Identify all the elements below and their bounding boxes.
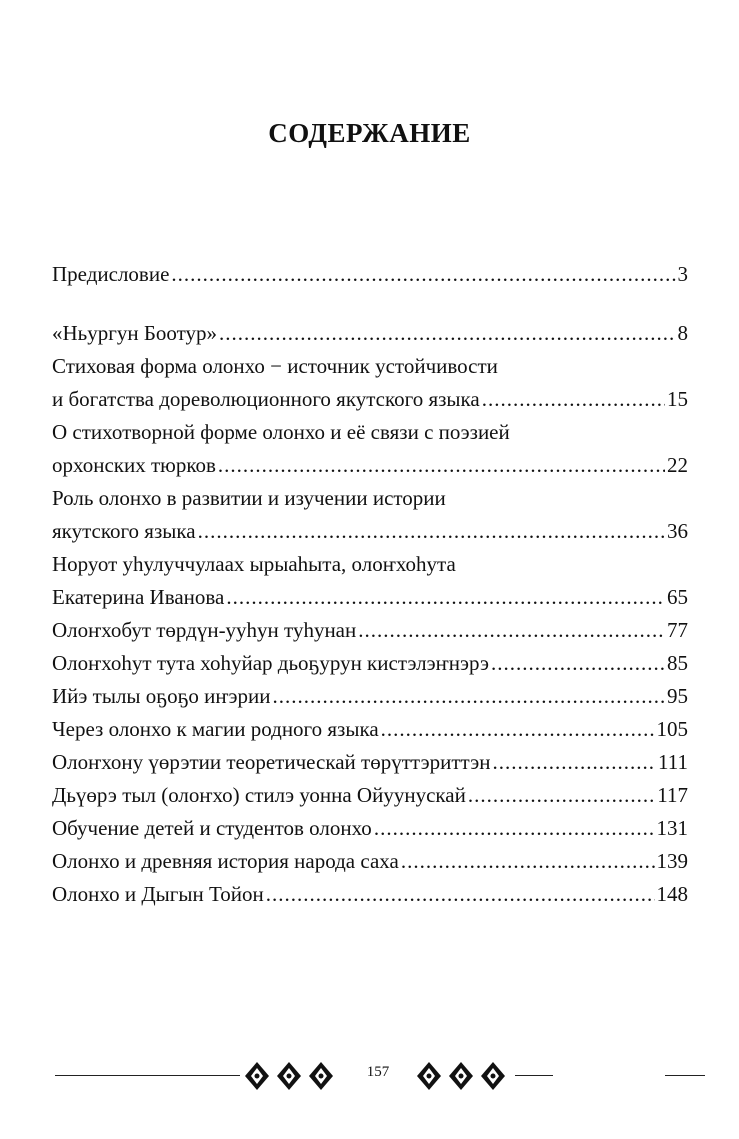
toc-entry-title: Екатерина Иванова	[52, 585, 225, 609]
toc-entry	[52, 845, 688, 878]
toc-page-number: 139	[656, 849, 688, 873]
dot-leader	[468, 779, 655, 812]
toc-entry-title: «Ньургун Боотур»	[52, 321, 218, 345]
toc-entry-row	[52, 845, 688, 878]
toc-entry-row	[52, 647, 688, 680]
toc-entry-row	[52, 581, 688, 614]
toc-entry-line: Стиховая форма олонхо − источник устойчивости	[52, 354, 498, 378]
dot-leader	[491, 647, 665, 680]
diamond-ornament-icon	[308, 1061, 334, 1091]
toc-page-number: 85	[667, 651, 688, 675]
dot-leader	[218, 449, 665, 482]
toc-entry	[52, 548, 688, 614]
toc-page-number: 117	[657, 783, 688, 807]
toc-entry-line: Норуот уhулуччулаах ырыаhыта, олоҥхоhута	[52, 552, 456, 576]
table-of-contents	[52, 258, 688, 911]
toc-entry-row	[52, 878, 688, 911]
toc-entry-row	[52, 812, 688, 845]
toc-page-number: 131	[656, 816, 688, 840]
toc-page-number: 22	[667, 453, 688, 477]
toc-entry-title: Дьүөрэ тыл (олоҥхо) стилэ уонна Ойуунускай	[52, 783, 466, 807]
page-number: 157	[366, 1064, 390, 1080]
toc-entry-title: Олоҥхоhут тута хоhуйар дьоҕурун кистэлэҥнэрэ	[52, 651, 490, 675]
toc-entry	[52, 680, 688, 713]
dot-leader	[482, 383, 665, 416]
toc-entry-title: Предисловие	[52, 262, 170, 286]
footer-rule-right	[665, 1075, 705, 1076]
diamond-ornament-icon	[276, 1061, 302, 1091]
toc-entry-row	[52, 383, 688, 416]
toc-entry-title: и богатства дореволюционного якутского языка	[52, 387, 480, 411]
toc-entry-title: Олоҥхону үөрэтии теоретическай төрүттэриттэн	[52, 750, 491, 774]
toc-entry	[52, 746, 688, 779]
toc-entry	[52, 713, 688, 746]
toc-entry-line: Роль олонхо в развитии и изучении истории	[52, 486, 446, 510]
toc-entry-title: Олонхо и древняя история народа саха	[52, 849, 399, 873]
dot-leader	[492, 746, 656, 779]
toc-entry	[52, 878, 688, 911]
toc-entry	[52, 647, 688, 680]
toc-entry-row	[52, 746, 688, 779]
toc-page-number: 77	[667, 618, 688, 642]
footer-rule-left	[55, 1075, 240, 1076]
toc-entry-row	[52, 680, 688, 713]
toc-entry	[52, 258, 688, 291]
toc-entry	[52, 350, 688, 416]
dot-leader	[273, 680, 666, 713]
diamond-ornament-icon	[480, 1061, 506, 1091]
toc-entry-row	[52, 713, 688, 746]
dot-leader	[198, 515, 665, 548]
toc-entry	[52, 317, 688, 350]
toc-entry-row	[52, 258, 688, 291]
dot-leader	[171, 258, 675, 291]
toc-entry-title: Обучение детей и студентов олонхо	[52, 816, 372, 840]
toc-entry-line: О стихотворной форме олонхо и её связи с поэзией	[52, 420, 510, 444]
toc-entry-title: орхонских тюрков	[52, 453, 216, 477]
toc-entry	[52, 779, 688, 812]
toc-page-number: 95	[667, 684, 688, 708]
diamond-ornament-icon	[448, 1061, 474, 1091]
toc-page-number: 3	[677, 262, 688, 286]
toc-entry	[52, 614, 688, 647]
toc-page-number: 65	[667, 585, 688, 609]
dot-leader	[381, 713, 655, 746]
toc-page-number: 105	[656, 717, 688, 741]
page-title: СОДЕРЖАНИЕ	[268, 118, 471, 148]
toc-entry-title: Олоҥхобут төрдүн-ууhун туhунан	[52, 618, 357, 642]
toc-page-number: 36	[667, 519, 688, 543]
toc-entry	[52, 812, 688, 845]
footer-rule-mid	[515, 1075, 553, 1076]
dot-leader	[266, 878, 655, 911]
toc-entry	[52, 482, 688, 548]
toc-entry-row	[52, 515, 688, 548]
diamond-ornament-icon	[416, 1061, 442, 1091]
toc-page-number: 111	[658, 750, 688, 774]
toc-entry-row	[52, 614, 688, 647]
toc-entry-row	[52, 449, 688, 482]
toc-entry-title: Олонхо и Дыгын Тойон	[52, 882, 264, 906]
toc-entry-title: Ийэ тылы оҕоҕо иҥэрии	[52, 684, 271, 708]
dot-leader	[219, 317, 675, 350]
toc-page-number: 8	[677, 321, 688, 345]
diamond-ornament-icon	[244, 1061, 270, 1091]
toc-entry-title: якутского языка	[52, 519, 196, 543]
dot-leader	[401, 845, 655, 878]
dot-leader	[358, 614, 665, 647]
dot-leader	[374, 812, 655, 845]
toc-page-number: 15	[667, 387, 688, 411]
toc-entry-row	[52, 317, 688, 350]
page-footer	[0, 1056, 739, 1096]
toc-entry-title: Через олонхо к магии родного языка	[52, 717, 379, 741]
toc-entry	[52, 416, 688, 482]
dot-leader	[226, 581, 665, 614]
toc-page-number: 148	[656, 882, 688, 906]
toc-entry-row	[52, 779, 688, 812]
